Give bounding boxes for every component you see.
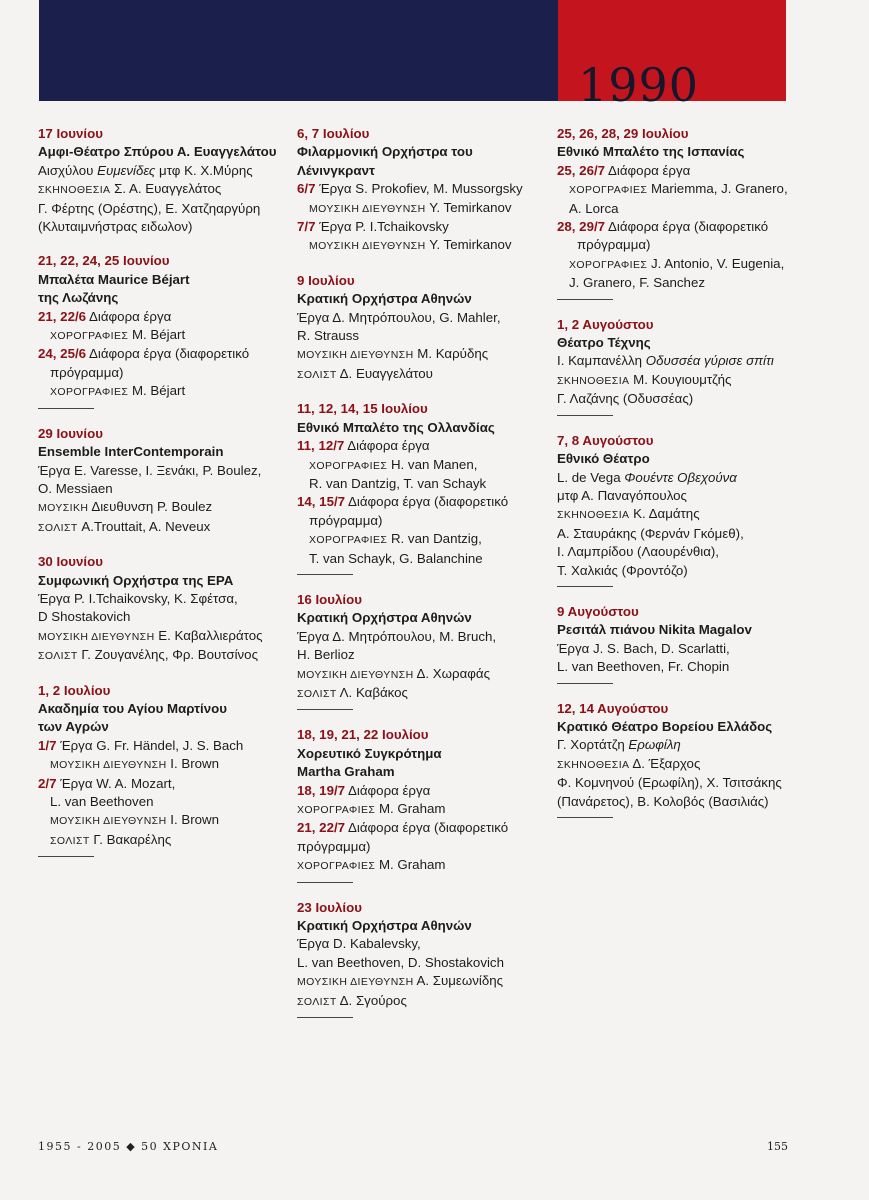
event-title: Ensemble InterContemporain [38, 444, 224, 460]
event-date: 25, 26, 28, 29 Ιουλίου [557, 126, 689, 141]
event-line: ΜΟΥΣΙΚΗ ΔΙΕΥΘΥΝΣΗ I. Brown [50, 756, 220, 772]
event-title: Εθνικό Θέατρο [557, 451, 650, 467]
divider [297, 1017, 353, 1018]
year-title: 1990 [578, 58, 700, 112]
event-line: ΣΟΛΙΣΤ Δ. Σγούρος [297, 992, 407, 1008]
event-entry [557, 316, 797, 416]
event-line: ΧΟΡΟΓΡΑΦΙΕΣ M. Graham [297, 857, 446, 873]
event-entry [557, 603, 797, 684]
divider [297, 574, 353, 575]
event-entry [557, 125, 797, 300]
event-line: A. Lorca [569, 200, 619, 216]
event-line: ΜΟΥΣΙΚΗ ΔΙΕΥΘΥΝΣΗ Α. Συμεωνίδης [297, 973, 504, 989]
event-line: 14, 15/7 Διάφορα έργα (διαφορετικό [297, 494, 509, 510]
event-line: 1/7 Έργα G. Fr. Händel, J. S. Bach [38, 737, 244, 753]
event-line: ΜΟΥΣΙΚΗ ΔΙΕΥΘΥΝΣΗ Y. Temirkanov [309, 237, 512, 253]
page-number: 155 [767, 1140, 788, 1153]
event-date: 11, 12, 14, 15 Ιουλίου [297, 401, 428, 417]
event-entry [38, 125, 278, 236]
event-title: Μπαλέτα Maurice Béjart [38, 271, 190, 287]
event-entry [557, 700, 797, 818]
event-title: Ακαδημία του Αγίου Μαρτίνου [38, 700, 228, 716]
event-line: Γ. Χορτάτζη Ερωφίλη [557, 737, 681, 753]
event-line: ΧΟΡΟΓΡΑΦΙΕΣ M. Béjart [50, 327, 186, 343]
event-line: 24, 25/6 Διάφορα έργα (διαφορετικό [38, 346, 250, 362]
event-line: T. van Schayk, G. Balanchine [309, 550, 483, 566]
event-entry [297, 400, 537, 575]
event-title: Αμφι-Θέατρο Σπύρου Α. Ευαγγελάτου [38, 144, 277, 160]
event-date: 9 Ιουλίου [297, 272, 355, 288]
event-line: Έργα Δ. Μητρόπουλου, M. Bruch, [297, 628, 497, 644]
event-line: ΣΚΗΝΟΘΕΣΙΑ Σ. Α. Ευαγγελάτος [38, 181, 222, 197]
event-line: πρόγραμμα) [309, 512, 383, 528]
event-line: ΣΟΛΙΣΤ Γ. Βακαρέλης [50, 831, 172, 847]
event-line: Έργα E. Varesse, Ι. Ξενάκι, P. Boulez, [38, 462, 262, 478]
event-line: (Κλυταιμνήστρας ειδωλον) [38, 219, 193, 235]
divider [557, 299, 613, 300]
event-title: Εθνικό Μπαλέτο της Ισπανίας [557, 144, 745, 160]
event-title: Θέατρο Τέχνης [557, 335, 651, 351]
event-line: Έργα Δ. Μητρόπουλου, G. Mahler, [297, 309, 501, 325]
event-line: L. van Beethoven [50, 794, 154, 809]
event-line: ΜΟΥΣΙΚΗ ΔΙΕΥΘΥΝΣΗ I. Brown [50, 812, 220, 828]
event-line: Γ. Φέρτης (Ορέστης), Ε. Χατζηαργύρη [38, 200, 261, 216]
event-line: L. van Beethoven, Fr. Chopin [557, 659, 730, 675]
event-line: μτφ Α. Παναγόπουλος [557, 487, 687, 503]
event-line: 2/7 Έργα W. A. Mozart, [38, 775, 176, 791]
column-3 [557, 125, 797, 834]
event-line: ΣΚΗΝΟΘΕΣΙΑ Δ. Έξαρχος [557, 755, 701, 771]
column-2 [297, 125, 537, 1034]
event-line: H. Berlioz [297, 647, 355, 663]
event-title: Martha Graham [297, 764, 395, 780]
event-line: 28, 29/7 Διάφορα έργα (διαφορετικό [557, 219, 769, 235]
event-line: ΜΟΥΣΙΚΗ ΔΙΕΥΘΥΝΣΗ Μ. Καρύδης [297, 346, 489, 362]
event-title: Κρατική Ορχήστρα Αθηνών [297, 918, 472, 934]
event-title: Συμφωνική Ορχήστρα της ΕΡΑ [38, 572, 234, 588]
divider [557, 415, 613, 416]
event-title: Εθνικό Μπαλέτο της Ολλανδίας [297, 419, 495, 435]
event-line: ΣΟΛΙΣΤ Γ. Ζουγανέλης, Φρ. Βουτσίνος [38, 647, 258, 663]
event-entry [557, 432, 797, 587]
event-line: 11, 12/7 Διάφορα έργα [297, 438, 430, 454]
event-line: 18, 19/7 Διάφορα έργα [297, 782, 431, 798]
event-date: 7, 8 Αυγούστου [557, 432, 654, 448]
event-line: D Shostakovich [38, 609, 131, 625]
event-line: Γ. Λαζάνης (Οδυσσέας) [557, 391, 694, 407]
event-title: Ρεσιτάλ πιάνου Nikita Magalov [557, 622, 752, 638]
event-line: Α. Σταυράκης (Φερνάν Γκόμεθ), [557, 525, 744, 541]
event-line: ΜΟΥΣΙΚΗ ΔΙΕΥΘΥΝΣΗ Ε. Καβαλλιεράτος [38, 627, 263, 643]
event-date: 16 Ιουλίου [297, 591, 362, 607]
event-date: 17 Ιουνίου [38, 126, 103, 141]
event-line: Ι. Καμπανέλλη Οδυσσέα γύρισε σπίτι [557, 353, 774, 369]
divider [38, 856, 94, 857]
event-line: R. Strauss [297, 328, 360, 344]
event-title: των Αγρών [38, 719, 109, 735]
event-line: ΣΚΗΝΟΘΕΣΙΑ Κ. Δαμάτης [557, 506, 700, 522]
event-title: Χορευτικό Συγκρότημα [297, 745, 442, 761]
event-entry [38, 682, 278, 858]
event-entry [297, 899, 537, 1018]
event-date: 6, 7 Ιουλίου [297, 126, 370, 141]
event-line: 7/7 Έργα P. I.Tchaikovsky [297, 219, 449, 235]
event-entry [297, 125, 537, 256]
event-entry [297, 726, 537, 882]
event-title: Λένινγκραντ [297, 162, 375, 178]
event-line: 21, 22/6 Διάφορα έργα [38, 308, 172, 324]
event-line: Έργα J. S. Bach, D. Scarlatti, [557, 640, 730, 656]
event-line: ΜΟΥΣΙΚΗ ΔΙΕΥΘΥΝΣΗ Y. Temirkanov [309, 199, 512, 215]
event-title: Κρατική Ορχήστρα Αθηνών [297, 610, 472, 626]
event-date: 29 Ιουνίου [38, 425, 103, 441]
event-entry [38, 553, 278, 665]
event-line: ΧΟΡΟΓΡΑΦΙΕΣ R. van Dantzig, [309, 531, 482, 547]
event-line: Αισχύλου Ευμενίδες μτφ Κ. Χ.Μύρης [38, 162, 253, 178]
event-entry [38, 425, 278, 537]
event-entry [297, 591, 537, 710]
divider [297, 709, 353, 710]
divider [38, 408, 94, 409]
event-line: ΣΟΛΙΣΤ Λ. Καβάκος [297, 684, 408, 700]
divider [557, 683, 613, 684]
event-line: πρόγραμμα) [297, 838, 371, 854]
column-1 [38, 125, 278, 873]
header-band-blue [39, 0, 558, 101]
event-date: 30 Ιουνίου [38, 554, 103, 570]
event-line: L. van Beethoven, D. Shostakovich [297, 954, 504, 970]
event-line: ΧΟΡΟΓΡΑΦΙΕΣ M. Graham [297, 801, 446, 816]
event-line: (Πανάρετος), Β. Κολοβός (Βασιλιάς) [557, 793, 769, 809]
event-line: ΧΟΡΟΓΡΑΦΙΕΣ J. Antonio, V. Eugenia, [569, 255, 785, 271]
event-line: ΧΟΡΟΓΡΑΦΙΕΣ Mariemma, J. Granero, [569, 181, 788, 197]
event-title: της Λωζάνης [38, 290, 119, 306]
event-line: ΣΚΗΝΟΘΕΣΙΑ Μ. Κουγιουμτζής [557, 371, 732, 387]
event-date: 18, 19, 21, 22 Ιουλίου [297, 727, 429, 743]
event-line: 6/7 Έργα S. Prokofiev, M. Mussorgsky [297, 181, 523, 197]
event-title: Κρατική Ορχήστρα Αθηνών [297, 291, 472, 307]
event-date: 1, 2 Ιουλίου [38, 682, 111, 698]
event-line: ΧΟΡΟΓΡΑΦΙΕΣ H. van Manen, [309, 456, 478, 472]
event-line: ΜΟΥΣΙΚΗ Διευθυνση P. Boulez [38, 499, 213, 515]
footer-anniversary: 1955 - 2005 ◆ 50 ΧΡΟΝΙΑ [38, 1140, 219, 1153]
event-date: 9 Αυγούστου [557, 603, 639, 619]
event-line: ΜΟΥΣΙΚΗ ΔΙΕΥΘΥΝΣΗ Δ. Χωραφάς [297, 665, 491, 681]
event-line: Φ. Κομνηνού (Ερωφίλη), Χ. Τσιτσάκης [557, 775, 782, 791]
divider [557, 817, 613, 818]
event-line: Τ. Χαλκιάς (Φροντόζο) [557, 562, 688, 578]
event-line: Έργα D. Kabalevsky, [297, 936, 421, 952]
event-line: ΣΟΛΙΣΤ A.Trouttait, A. Neveux [38, 518, 211, 534]
event-line: ΧΟΡΟΓΡΑΦΙΕΣ M. Béjart [50, 383, 186, 399]
event-line: 21, 22/7 Διάφορα έργα (διαφορετικό [297, 820, 509, 836]
event-line: Έργα P. I.Tchaikovsky, Κ. Σφέτσα, [38, 590, 238, 606]
event-line: O. Messiaen [38, 480, 113, 496]
event-title: Φιλαρμονική Ορχήστρα του [297, 144, 473, 160]
event-line: ΣΟΛΙΣΤ Δ. Ευαγγελάτου [297, 365, 433, 381]
event-date: 21, 22, 24, 25 Ιουνίου [38, 253, 170, 269]
event-line: R. van Dantzig, T. van Schayk [309, 475, 487, 491]
event-line: J. Granero, F. Sanchez [569, 275, 705, 291]
event-date: 23 Ιουλίου [297, 899, 362, 915]
event-line: L. de Vega Φουέντε Οβεχούνα [557, 469, 737, 485]
event-entry [38, 252, 278, 408]
divider [297, 882, 353, 883]
event-date: 12, 14 Αυγούστου [557, 700, 669, 716]
event-line: πρόγραμμα) [50, 364, 124, 380]
divider [557, 586, 613, 587]
event-line: Ι. Λαμπρίδου (Λαουρένθια), [557, 544, 719, 560]
event-entry [297, 272, 537, 384]
event-title: Κρατικό Θέατρο Βορείου Ελλάδος [557, 718, 773, 734]
event-line: 25, 26/7 Διάφορα έργα [557, 162, 691, 178]
event-line: πρόγραμμα) [577, 237, 651, 253]
event-date: 1, 2 Αυγούστου [557, 316, 654, 332]
